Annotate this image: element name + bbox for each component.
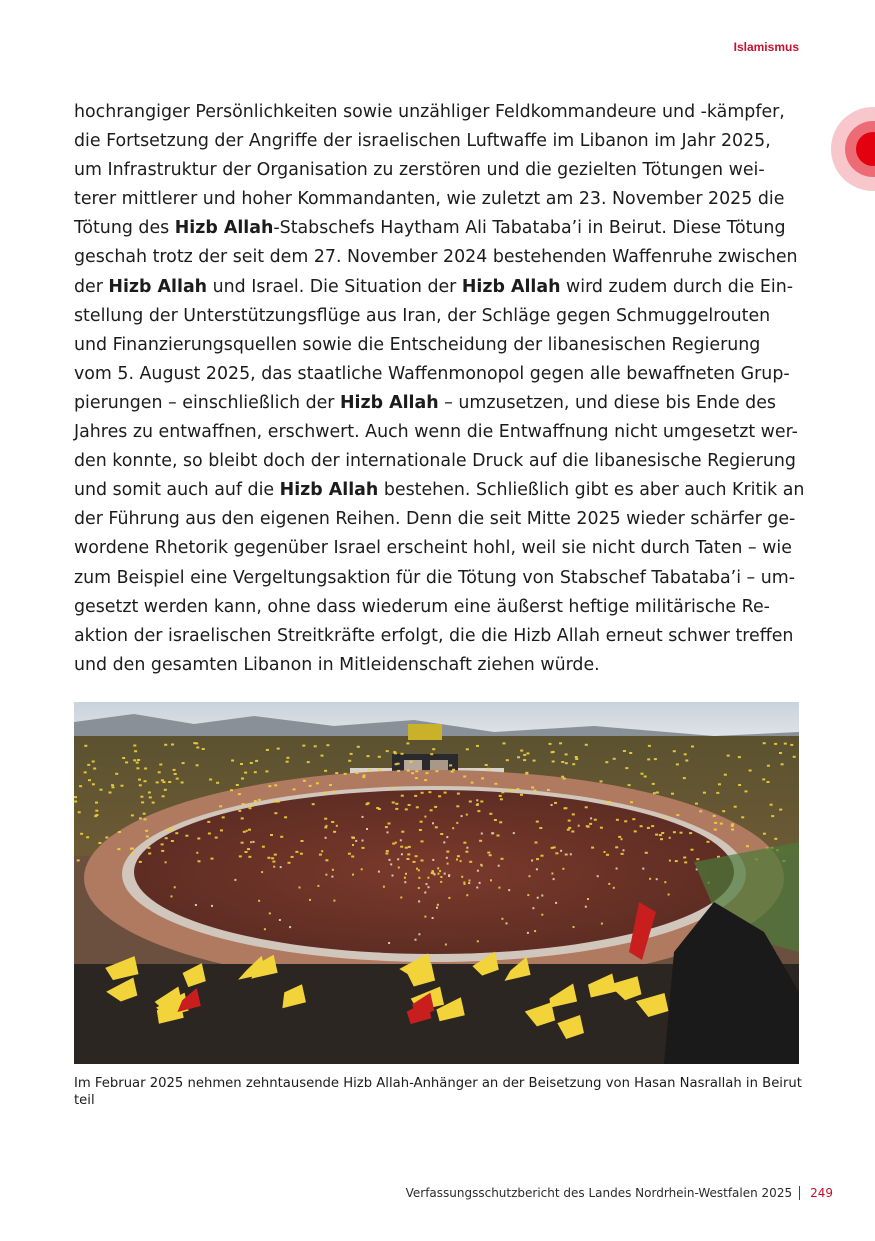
footer-divider <box>799 1186 800 1200</box>
body-line <box>74 243 804 272</box>
body-text-run: – umzusetzen, und diese bis Ende des <box>438 392 776 413</box>
body-text-run: aktion der israelischen Streitkräfte erfolgt, die die Hizb Allah erneut schwer treffen <box>74 625 794 646</box>
body-text-run: um Infrastruktur der Organisation zu zerstören und die gezielten Tötungen wei- <box>74 160 765 181</box>
body-line <box>74 534 804 563</box>
organization-name: Hizb Allah <box>108 276 208 297</box>
figure-caption: Im Februar 2025 nehmen zehntausende Hizb Allah-Anhänger an der Beisetzung von Hasan Nasrallah in Beirut teil <box>74 1076 802 1108</box>
body-text-run: zum Beispiel eine Vergeltungsaktion für die Tötung von Stabschef Tabataba’i – um- <box>74 567 796 588</box>
body-text-run: gesetzt werden kann, ohne dass wiederum eine äußerst heftige militärische Re- <box>74 596 770 617</box>
body-text-run: geschah trotz der seit dem 27. November 2024 bestehenden Waffenruhe zwischen <box>74 247 798 268</box>
body-text-run: wordene Rhetorik gegenüber Israel erscheint hohl, weil sie nicht durch Taten – wie <box>74 538 792 559</box>
body-line <box>74 564 804 593</box>
body-text-run: die Fortsetzung der Angriffe der israelischen Luftwaffe im Libanon im Jahr 2025, <box>74 131 771 152</box>
publication-title: Verfassungsschutzbericht des Landes Nordrhein-Westfalen 2025 <box>405 1186 793 1200</box>
chapter-tab-marker <box>831 107 875 191</box>
body-line <box>74 389 804 418</box>
body-line <box>74 156 804 185</box>
body-text-run: und den gesamten Libanon in Mitleidenschaft ziehen würde. <box>74 654 600 675</box>
body-text-run: terer mittlerer und hoher Kommandanten, wie zuletzt am 23. November 2025 die <box>74 189 785 210</box>
organization-name: Hizb Allah <box>461 276 561 297</box>
body-text-run: pierungen – einschließlich der <box>74 392 340 413</box>
body-paragraph <box>74 98 804 680</box>
body-text-run: wird zudem durch die Ein- <box>560 276 794 297</box>
body-line <box>74 651 804 680</box>
body-text-run: Tötung des <box>74 218 175 239</box>
body-text-run: vom 5. August 2025, das staatliche Waffenmonopol gegen alle bewaffneten Grup- <box>74 363 790 384</box>
section-label: Islamismus <box>733 40 799 54</box>
body-line <box>74 447 804 476</box>
page-number: 249 <box>810 1186 833 1200</box>
organization-name: Hizb Allah <box>279 480 379 501</box>
page-footer <box>406 1186 833 1200</box>
body-text-run: -Stabschefs Haytham Ali Tabataba’i in Beirut. Diese Tötung <box>273 218 786 239</box>
body-line <box>74 622 804 651</box>
funeral-stadium-photo <box>74 702 799 1064</box>
body-line <box>74 505 804 534</box>
organization-name: Hizb Allah <box>339 392 439 413</box>
body-line <box>74 127 804 156</box>
body-line <box>74 98 804 127</box>
body-text-run: und Israel. Die Situation der <box>207 276 462 297</box>
body-text-run: und somit auch auf die <box>74 480 280 501</box>
body-text-run: stellung der Unterstützungsflüge aus Iran, der Schläge gegen Schmuggelrouten <box>74 305 771 326</box>
body-line <box>74 360 804 389</box>
body-line <box>74 331 804 360</box>
body-line <box>74 302 804 331</box>
body-text-run: und Finanzierungsquellen sowie die Entscheidung der libanesischen Regierung <box>74 334 761 355</box>
body-line <box>74 214 804 243</box>
body-line <box>74 185 804 214</box>
body-text-run: bestehen. Schließlich gibt es aber auch Kritik an <box>378 480 805 501</box>
body-line <box>74 418 804 447</box>
body-text-run: hochrangiger Persönlichkeiten sowie unzähliger Feldkommandeure und -kämpfer, <box>74 102 785 122</box>
body-line <box>74 593 804 622</box>
body-line <box>74 273 804 302</box>
organization-name: Hizb Allah <box>174 218 274 239</box>
body-line <box>74 476 804 505</box>
body-text-run: Jahres zu entwaffnen, erschwert. Auch wenn die Entwaffnung nicht umgesetzt wer- <box>74 422 798 443</box>
body-text-run: den konnte, so bleibt doch der internationale Druck auf die libanesische Regierung <box>74 451 796 472</box>
body-text-run: der Führung aus den eigenen Reihen. Denn die seit Mitte 2025 wieder schärfer ge- <box>74 509 796 530</box>
body-text-run: der <box>74 276 109 297</box>
